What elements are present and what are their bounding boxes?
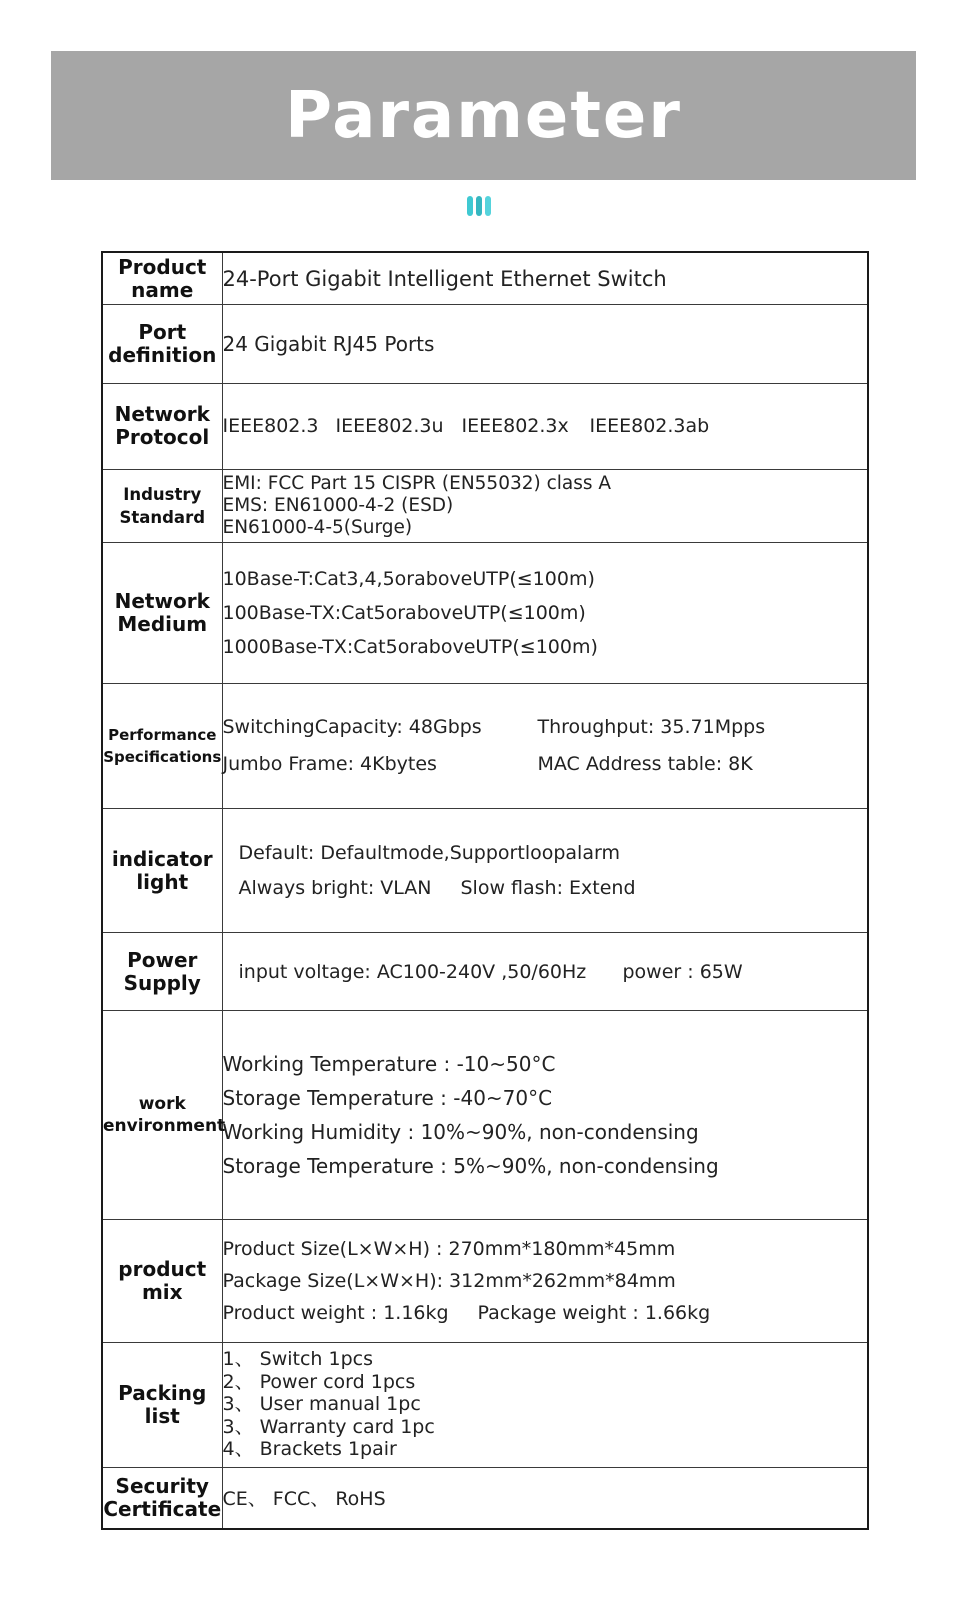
label-line: Port <box>138 320 187 345</box>
list-item: 3、 Warranty card 1pc <box>222 1415 435 1438</box>
decorative-dots <box>467 196 491 216</box>
protocol-item: IEEE802.3x <box>461 415 569 438</box>
protocol-item: IEEE802.3ab <box>589 415 710 438</box>
value-line: 10Base-T:Cat3,4,5oraboveUTP(≤100m) <box>222 567 595 590</box>
dot-icon <box>485 196 491 216</box>
value-text: 24-Port Gigabit Intelligent Ethernet Switch <box>222 266 667 291</box>
label-line: Product <box>118 254 207 279</box>
jumbo-frame: Jumbo Frame: 4Kbytes <box>222 752 437 775</box>
label-line: name <box>131 277 194 302</box>
package-size: Package Size(L×W×H): 312mm*262mm*84mm <box>222 1269 676 1292</box>
value-line: EMI: FCC Part 15 CISPR (EN55032) class A <box>222 472 612 494</box>
value-line: Storage Temperature : 5%~90%, non-condensing <box>222 1154 719 1179</box>
row-label <box>102 1467 222 1529</box>
label-line: Industry <box>123 484 202 504</box>
spec-table <box>101 251 869 1530</box>
table-row <box>102 1342 868 1467</box>
value-line: 100Base-TX:Cat5oraboveUTP(≤100m) <box>222 601 586 624</box>
switching-capacity: SwitchingCapacity: 48Gbps <box>222 715 482 738</box>
table-row <box>102 1011 868 1220</box>
table-row <box>102 683 868 809</box>
power: power : 65W <box>622 960 743 983</box>
label-line: Performance <box>108 725 217 744</box>
label-line: Security <box>115 1473 209 1498</box>
value-text: 24 Gigabit RJ45 Ports <box>222 332 435 357</box>
dot-icon <box>476 196 482 216</box>
label-line: work <box>138 1094 186 1115</box>
always-bright: Always bright: VLAN <box>238 876 432 899</box>
value-line: Storage Temperature : -40~70°C <box>222 1086 553 1111</box>
label-line: Protocol <box>115 425 210 450</box>
row-label <box>102 933 222 1011</box>
product-name-value <box>222 252 868 305</box>
table-row <box>102 384 868 469</box>
table-row <box>102 933 868 1011</box>
power-supply-value <box>222 933 868 1011</box>
label-line: Network <box>114 402 210 427</box>
label-line: definition <box>108 343 217 368</box>
value-line: 1000Base-TX:Cat5oraboveUTP(≤100m) <box>222 635 598 658</box>
label-line: Standard <box>119 507 206 527</box>
label-line: list <box>144 1403 180 1428</box>
value-line: EMS: EN61000-4-2 (ESD) <box>222 494 454 516</box>
table-row <box>102 469 868 542</box>
package-weight: Package weight : 1.66kg <box>477 1301 711 1324</box>
label-line: Power <box>127 947 198 972</box>
row-label <box>102 542 222 683</box>
row-label <box>102 683 222 809</box>
label-line: Network <box>114 588 210 613</box>
row-label <box>102 1342 222 1467</box>
label-line: Certificate <box>103 1496 222 1521</box>
page-title: Parameter <box>285 78 682 153</box>
label-line: product <box>118 1256 207 1281</box>
network-medium-value <box>222 542 868 683</box>
list-item: 2、 Power cord 1pcs <box>222 1370 416 1393</box>
list-item: 3、 User manual 1pc <box>222 1393 421 1416</box>
list-item: 4、 Brackets 1pair <box>222 1438 397 1461</box>
table-row <box>102 1220 868 1343</box>
product-weight: Product weight : 1.16kg <box>222 1301 449 1324</box>
table-row <box>102 252 868 305</box>
label-line: Supply <box>123 970 201 995</box>
value-text: CE、 FCC、 RoHS <box>222 1488 386 1511</box>
value-line: Working Temperature : -10~50°C <box>222 1052 556 1077</box>
protocol-item: IEEE802.3 <box>222 415 319 438</box>
throughput: Throughput: 35.71Mpps <box>537 715 766 738</box>
row-label <box>102 384 222 469</box>
input-voltage: input voltage: AC100-240V ,50/60Hz <box>238 960 587 983</box>
label-line: environment <box>103 1116 226 1137</box>
packing-list-value <box>222 1342 868 1467</box>
row-label <box>102 809 222 933</box>
industry-standard-value <box>222 469 868 542</box>
list-item: 1、 Switch 1pcs <box>222 1348 373 1371</box>
label-line: indicator <box>111 846 213 871</box>
indicator-light-value <box>222 809 868 933</box>
security-certificate-value <box>222 1467 868 1529</box>
label-line: light <box>136 869 189 894</box>
table-row <box>102 542 868 683</box>
header-banner <box>51 51 916 180</box>
mac-table: MAC Address table: 8K <box>537 752 753 775</box>
port-definition-value <box>222 305 868 384</box>
network-protocol-value <box>222 384 868 469</box>
value-line: EN61000-4-5(Surge) <box>222 516 413 538</box>
table-row <box>102 809 868 933</box>
table-row <box>102 305 868 384</box>
product-size: Product Size(L×W×H) : 270mm*180mm*45mm <box>222 1237 676 1260</box>
work-environment-value <box>222 1011 868 1220</box>
value-line: Working Humidity : 10%~90%, non-condensing <box>222 1120 699 1145</box>
slow-flash: Slow flash: Extend <box>460 876 636 899</box>
performance-value <box>222 683 868 809</box>
label-line: Specifications <box>103 747 222 766</box>
protocol-item: IEEE802.3u <box>335 415 444 438</box>
row-label <box>102 469 222 542</box>
product-mix-value <box>222 1220 868 1343</box>
dot-icon <box>467 196 473 216</box>
row-label <box>102 305 222 384</box>
row-label <box>102 252 222 305</box>
label-line: Packing <box>118 1380 207 1405</box>
table-row <box>102 1467 868 1529</box>
row-label <box>102 1220 222 1343</box>
label-line: Medium <box>117 611 208 636</box>
label-line: mix <box>141 1279 183 1304</box>
value-line: Default: Defaultmode,Supportloopalarm <box>238 841 620 864</box>
row-label <box>102 1011 226 1220</box>
